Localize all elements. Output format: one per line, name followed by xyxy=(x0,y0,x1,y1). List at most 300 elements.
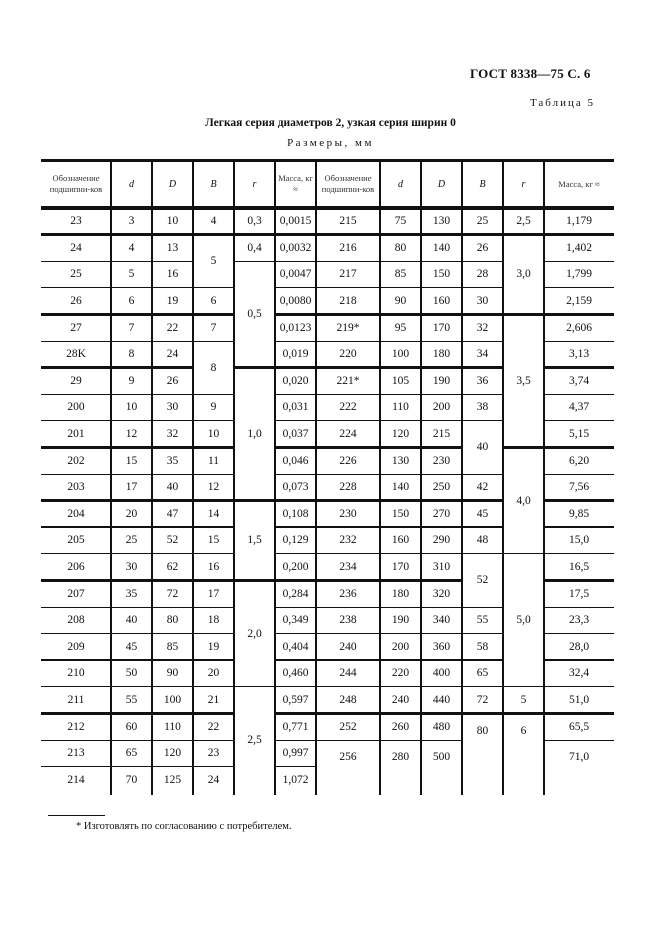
column-header-d: d xyxy=(398,178,403,190)
left-d-cell: 9 xyxy=(128,374,135,387)
right-D-cell: 440 xyxy=(432,694,451,707)
left-mass-cell: 0,0015 xyxy=(279,215,312,228)
grid-line-h xyxy=(380,341,421,342)
grid-line-h xyxy=(462,341,503,342)
left-d-cell: 30 xyxy=(125,561,138,574)
column-header-r: r xyxy=(521,178,526,190)
right-B-cell: 48 xyxy=(476,534,489,547)
left-d-cell: 50 xyxy=(125,667,138,680)
left-designation-cell: 29 xyxy=(70,374,82,387)
right-D-cell: 200 xyxy=(432,401,451,414)
right-mass-cell: 2,606 xyxy=(566,321,592,334)
grid-line-v xyxy=(233,160,234,795)
left-D-cell: 32 xyxy=(166,428,179,441)
grid-line-h xyxy=(421,740,462,741)
grid-line-h xyxy=(421,474,462,475)
column-header-D: D xyxy=(168,178,177,190)
grid-line-h xyxy=(380,366,421,369)
left-D-cell: 90 xyxy=(166,667,179,680)
grid-line-h xyxy=(316,740,380,741)
grid-line-h xyxy=(193,313,234,316)
grid-line-h xyxy=(152,394,193,395)
left-D-cell: 110 xyxy=(164,720,181,733)
grid-line-h xyxy=(316,394,380,395)
right-d-cell: 75 xyxy=(394,215,407,228)
left-B-cell: 11 xyxy=(207,454,220,467)
right-D-cell: 310 xyxy=(432,561,451,574)
grid-line-h xyxy=(111,394,152,395)
left-designation-cell: 202 xyxy=(67,454,85,467)
left-mass-cell: 0,0080 xyxy=(279,295,312,308)
grid-line-h xyxy=(316,341,380,342)
right-D-cell: 340 xyxy=(432,614,451,627)
grid-line-h xyxy=(275,420,316,421)
left-r-cell: 2,5 xyxy=(247,733,262,746)
right-D-cell: 130 xyxy=(432,215,451,228)
grid-line-h xyxy=(41,420,111,421)
left-d-cell: 70 xyxy=(125,773,138,786)
left-D-cell: 13 xyxy=(166,241,179,254)
grid-line-h xyxy=(41,446,111,449)
grid-line-h xyxy=(316,261,380,262)
right-D-cell: 360 xyxy=(432,640,451,653)
right-d-cell: 110 xyxy=(392,401,409,414)
grid-line-h xyxy=(316,579,462,582)
grid-line-h xyxy=(234,233,275,236)
left-mass-cell: 0,200 xyxy=(282,561,309,574)
grid-line-h xyxy=(152,686,193,687)
grid-line-h xyxy=(234,499,275,502)
grid-line-h xyxy=(41,206,614,210)
left-r-cell: 2,0 xyxy=(247,627,262,640)
left-d-cell: 65 xyxy=(125,747,138,760)
grid-line-h xyxy=(193,740,234,741)
left-designation-cell: 205 xyxy=(67,534,85,547)
left-B-cell: 18 xyxy=(207,614,220,627)
grid-line-h xyxy=(111,287,152,288)
grid-line-h xyxy=(380,686,421,687)
right-r-cell: 5,0 xyxy=(516,614,531,627)
grid-line-h xyxy=(275,740,316,741)
grid-line-h xyxy=(152,633,193,634)
grid-line-h xyxy=(111,553,152,554)
grid-line-h xyxy=(380,740,421,741)
right-mass-cell: 65,5 xyxy=(568,720,590,733)
left-B-cell: 6 xyxy=(210,295,217,308)
column-header-r: r xyxy=(252,178,257,190)
grid-line-h xyxy=(275,446,316,449)
left-d-cell: 55 xyxy=(125,694,138,707)
grid-line-h xyxy=(462,633,503,634)
grid-line-h xyxy=(380,394,421,395)
left-designation-cell: 201 xyxy=(67,428,85,441)
grid-line-h xyxy=(316,446,380,449)
grid-line-h xyxy=(41,740,111,741)
right-D-cell: 160 xyxy=(432,295,451,308)
grid-line-h xyxy=(380,526,421,529)
right-designation-cell: 248 xyxy=(339,694,357,707)
grid-line-h xyxy=(41,287,111,288)
left-designation-cell: 26 xyxy=(70,295,82,308)
right-r-cell: 5 xyxy=(520,694,527,707)
grid-line-h xyxy=(544,341,614,342)
right-d-cell: 120 xyxy=(391,428,410,441)
left-B-cell: 19 xyxy=(207,640,220,653)
right-B-cell: 42 xyxy=(476,481,489,494)
right-mass-cell: 15,0 xyxy=(568,534,590,547)
table-title: Легкая серия диаметров 2, узкая серия ширин 0 xyxy=(205,117,456,129)
grid-line-h xyxy=(380,633,421,634)
grid-line-h xyxy=(152,553,193,554)
grid-line-h xyxy=(41,553,111,554)
units-text: Размеры, мм xyxy=(287,137,374,149)
grid-line-h xyxy=(421,659,462,662)
right-designation-cell: 219* xyxy=(336,321,360,334)
grid-line-h xyxy=(421,607,462,608)
right-d-cell: 100 xyxy=(391,348,410,361)
right-mass-cell: 5,15 xyxy=(568,428,590,441)
grid-line-h xyxy=(111,607,152,608)
grid-line-h xyxy=(193,553,234,554)
grid-line-h xyxy=(275,686,316,687)
grid-line-h xyxy=(111,579,152,582)
grid-line-v xyxy=(192,160,193,795)
left-designation-cell: 23 xyxy=(70,215,82,228)
grid-line-h xyxy=(152,261,193,262)
grid-line-h xyxy=(111,659,152,662)
right-D-cell: 150 xyxy=(432,268,451,281)
right-mass-cell: 3,74 xyxy=(568,374,590,387)
grid-line-h xyxy=(275,659,316,662)
grid-line-h xyxy=(152,499,193,502)
grid-line-h xyxy=(421,366,462,369)
right-B-cell: 72 xyxy=(476,694,489,707)
right-D-cell: 500 xyxy=(432,751,451,764)
grid-line-h xyxy=(275,712,316,715)
left-B-cell: 7 xyxy=(210,321,217,334)
right-d-cell: 80 xyxy=(394,241,407,254)
left-D-cell: 24 xyxy=(166,348,179,361)
column-header-B: B xyxy=(210,178,217,190)
grid-line-v xyxy=(543,160,546,795)
left-D-cell: 85 xyxy=(166,640,179,653)
footnote-divider xyxy=(48,815,105,816)
left-mass-cell: 0,0047 xyxy=(279,268,312,281)
right-d-cell: 95 xyxy=(394,321,407,334)
grid-line-h xyxy=(234,579,275,582)
right-mass-cell: 1,799 xyxy=(566,268,592,281)
standard-page-header: ГОСТ 8338—75 С. 6 xyxy=(470,66,591,81)
left-mass-cell: 0,020 xyxy=(282,374,309,387)
left-d-cell: 40 xyxy=(125,614,138,627)
grid-line-h xyxy=(316,659,380,662)
grid-line-h xyxy=(111,499,152,502)
grid-line-h xyxy=(111,766,152,767)
grid-line-h xyxy=(421,313,462,316)
right-D-cell: 480 xyxy=(432,720,451,733)
grid-line-h xyxy=(41,159,614,162)
grid-line-h xyxy=(503,686,544,687)
left-D-cell: 22 xyxy=(166,321,179,334)
left-D-cell: 62 xyxy=(166,561,179,574)
left-mass-cell: 0,460 xyxy=(282,667,309,680)
right-D-cell: 290 xyxy=(432,534,451,547)
right-mass-cell: 9,85 xyxy=(568,507,590,520)
right-B-cell: 52 xyxy=(476,574,489,587)
left-d-cell: 5 xyxy=(128,268,135,281)
grid-line-h xyxy=(462,659,503,662)
grid-line-h xyxy=(111,313,152,316)
left-designation-cell: 212 xyxy=(67,720,85,733)
grid-line-h xyxy=(152,341,193,342)
grid-line-h xyxy=(275,394,316,395)
grid-line-h xyxy=(152,366,193,369)
right-r-cell: 4,0 xyxy=(516,494,531,507)
grid-line-h xyxy=(421,446,462,449)
left-mass-cell: 0,404 xyxy=(282,640,309,653)
right-B-cell: 40 xyxy=(476,441,489,454)
grid-line-h xyxy=(462,474,503,475)
right-d-cell: 200 xyxy=(391,640,410,653)
grid-line-h xyxy=(544,394,614,395)
left-designation-cell: 200 xyxy=(67,401,85,414)
grid-line-h xyxy=(503,446,544,449)
grid-line-h xyxy=(380,446,421,449)
grid-line-h xyxy=(111,526,152,529)
right-B-cell: 25 xyxy=(476,215,489,228)
grid-line-h xyxy=(193,579,234,582)
grid-line-h xyxy=(544,633,614,634)
right-designation-cell: 226 xyxy=(339,454,357,467)
grid-line-h xyxy=(193,394,234,395)
left-D-cell: 30 xyxy=(166,401,179,414)
right-D-cell: 215 xyxy=(432,428,451,441)
left-D-cell: 47 xyxy=(166,507,179,520)
left-d-cell: 60 xyxy=(125,720,138,733)
grid-line-h xyxy=(193,766,234,767)
right-B-cell: 38 xyxy=(476,401,489,414)
grid-line-h xyxy=(275,633,316,634)
right-D-cell: 250 xyxy=(432,481,451,494)
grid-line-h xyxy=(544,474,614,475)
grid-line-h xyxy=(380,553,421,554)
grid-line-h xyxy=(421,287,462,288)
grid-line-h xyxy=(111,474,152,475)
left-mass-cell: 0,073 xyxy=(282,481,309,494)
column-header-designation: Обозначение подшипни-ков xyxy=(49,173,103,194)
grid-line-h xyxy=(421,499,462,502)
grid-line-h xyxy=(544,499,614,502)
grid-line-h xyxy=(41,766,111,767)
grid-line-h xyxy=(111,341,152,342)
right-d-cell: 220 xyxy=(391,667,410,680)
right-designation-cell: 238 xyxy=(339,614,357,627)
right-B-cell: 30 xyxy=(476,295,489,308)
grid-line-h xyxy=(41,499,111,502)
grid-line-h xyxy=(462,394,503,395)
left-mass-cell: 0,108 xyxy=(282,507,309,520)
grid-line-h xyxy=(462,607,503,608)
right-d-cell: 190 xyxy=(391,614,410,627)
grid-line-h xyxy=(275,607,316,608)
left-designation-cell: 25 xyxy=(70,268,82,281)
grid-line-h xyxy=(152,313,193,316)
grid-line-h xyxy=(380,607,421,608)
left-D-cell: 120 xyxy=(163,747,182,760)
right-designation-cell: 215 xyxy=(339,215,357,228)
grid-line-h xyxy=(275,233,316,236)
left-d-cell: 6 xyxy=(128,295,135,308)
grid-line-h xyxy=(193,287,234,288)
grid-line-h xyxy=(193,233,234,236)
grid-line-h xyxy=(275,579,316,582)
left-r-cell: 0,4 xyxy=(247,241,262,254)
grid-line-h xyxy=(234,686,275,687)
right-B-cell: 36 xyxy=(476,374,489,387)
right-r-cell: 3,0 xyxy=(516,268,531,281)
grid-line-h xyxy=(193,474,234,475)
left-mass-cell: 0,037 xyxy=(282,428,309,441)
right-mass-cell: 17,5 xyxy=(568,587,590,600)
right-B-cell: 65 xyxy=(476,667,489,680)
right-designation-cell: 236 xyxy=(339,587,357,600)
right-designation-cell: 232 xyxy=(339,534,357,547)
grid-line-h xyxy=(234,366,275,369)
left-B-cell: 14 xyxy=(207,507,220,520)
grid-line-h xyxy=(421,261,462,262)
grid-line-h xyxy=(152,607,193,608)
grid-line-h xyxy=(316,499,380,502)
grid-line-h xyxy=(503,553,544,554)
left-designation-cell: 214 xyxy=(67,773,85,786)
right-B-cell: 28 xyxy=(476,268,489,281)
grid-line-h xyxy=(41,686,111,687)
grid-line-h xyxy=(275,313,316,316)
grid-line-h xyxy=(462,233,503,236)
grid-line-h xyxy=(544,607,614,608)
grid-line-h xyxy=(544,313,614,316)
left-designation-cell: 207 xyxy=(67,587,85,600)
right-d-cell: 105 xyxy=(391,374,410,387)
grid-line-h xyxy=(41,261,111,262)
grid-line-h xyxy=(544,366,614,369)
grid-line-h xyxy=(316,553,380,554)
left-mass-cell: 0,597 xyxy=(282,694,309,707)
grid-line-h xyxy=(380,420,421,421)
left-B-cell: 17 xyxy=(207,587,220,600)
grid-line-h xyxy=(421,712,462,715)
grid-line-h xyxy=(544,659,614,662)
left-mass-cell: 1,072 xyxy=(282,773,309,786)
grid-line-h xyxy=(316,366,380,369)
left-D-cell: 16 xyxy=(166,268,179,281)
right-designation-cell: 240 xyxy=(339,640,357,653)
left-D-cell: 80 xyxy=(166,614,179,627)
left-D-cell: 10 xyxy=(166,215,179,228)
left-mass-cell: 0,031 xyxy=(282,401,309,414)
right-B-cell: 26 xyxy=(476,241,489,254)
grid-line-h xyxy=(152,287,193,288)
grid-line-h xyxy=(462,553,503,554)
right-mass-cell: 2,159 xyxy=(566,295,592,308)
grid-line-h xyxy=(111,712,152,715)
column-header-mass: Масса, кг ≈ xyxy=(558,178,600,189)
grid-line-h xyxy=(380,499,421,502)
grid-line-h xyxy=(462,499,503,502)
right-r-cell: 2,5 xyxy=(516,215,531,228)
grid-line-h xyxy=(544,686,614,687)
grid-line-h xyxy=(193,420,234,421)
grid-line-h xyxy=(380,287,421,288)
right-designation-cell: 244 xyxy=(339,667,357,680)
grid-line-h xyxy=(275,766,316,767)
left-mass-cell: 0,046 xyxy=(282,454,309,467)
grid-line-h xyxy=(462,526,503,529)
right-mass-cell: 6,20 xyxy=(568,454,590,467)
left-B-cell: 24 xyxy=(207,773,220,786)
grid-line-h xyxy=(380,261,421,262)
left-B-cell: 20 xyxy=(207,667,220,680)
left-B-cell: 9 xyxy=(210,401,217,414)
grid-line-h xyxy=(41,313,111,316)
grid-line-h xyxy=(152,526,193,529)
right-mass-cell: 1,179 xyxy=(566,215,592,228)
grid-line-h xyxy=(275,287,316,288)
grid-line-v xyxy=(110,160,113,795)
left-designation-cell: 206 xyxy=(67,561,85,574)
right-d-cell: 280 xyxy=(391,751,410,764)
grid-line-h xyxy=(503,233,544,236)
grid-line-h xyxy=(316,420,380,421)
right-designation-cell: 234 xyxy=(339,561,357,574)
grid-line-h xyxy=(41,659,111,662)
left-d-cell: 20 xyxy=(125,507,138,520)
grid-line-h xyxy=(111,686,152,687)
grid-line-h xyxy=(152,766,193,767)
right-designation-cell: 252 xyxy=(339,720,357,733)
grid-line-h xyxy=(380,712,421,715)
right-mass-cell: 1,402 xyxy=(566,241,592,254)
grid-line-h xyxy=(421,420,462,421)
column-header-D: D xyxy=(437,178,446,190)
left-d-cell: 45 xyxy=(125,640,138,653)
right-d-cell: 90 xyxy=(394,295,407,308)
right-D-cell: 140 xyxy=(432,241,451,254)
right-D-cell: 270 xyxy=(432,507,451,520)
grid-line-h xyxy=(152,579,193,582)
grid-line-h xyxy=(152,659,193,662)
grid-line-h xyxy=(152,740,193,741)
grid-line-h xyxy=(193,499,234,502)
grid-line-h xyxy=(316,607,380,608)
grid-line-h xyxy=(193,607,234,608)
column-header-mass: Масса, кг ≈ xyxy=(278,173,313,194)
left-D-cell: 72 xyxy=(166,587,179,600)
right-d-cell: 130 xyxy=(391,454,410,467)
grid-line-h xyxy=(193,526,234,529)
right-mass-cell: 16,5 xyxy=(568,561,590,574)
grid-line-h xyxy=(275,553,316,554)
grid-line-h xyxy=(462,313,503,316)
right-d-cell: 260 xyxy=(391,720,410,733)
grid-line-h xyxy=(111,446,152,449)
right-mass-cell: 28,0 xyxy=(568,640,590,653)
right-B-cell: 80 xyxy=(476,724,489,737)
left-r-cell: 0,3 xyxy=(247,215,262,228)
right-B-cell: 45 xyxy=(476,507,489,520)
grid-line-h xyxy=(544,579,614,582)
right-D-cell: 170 xyxy=(432,321,451,334)
